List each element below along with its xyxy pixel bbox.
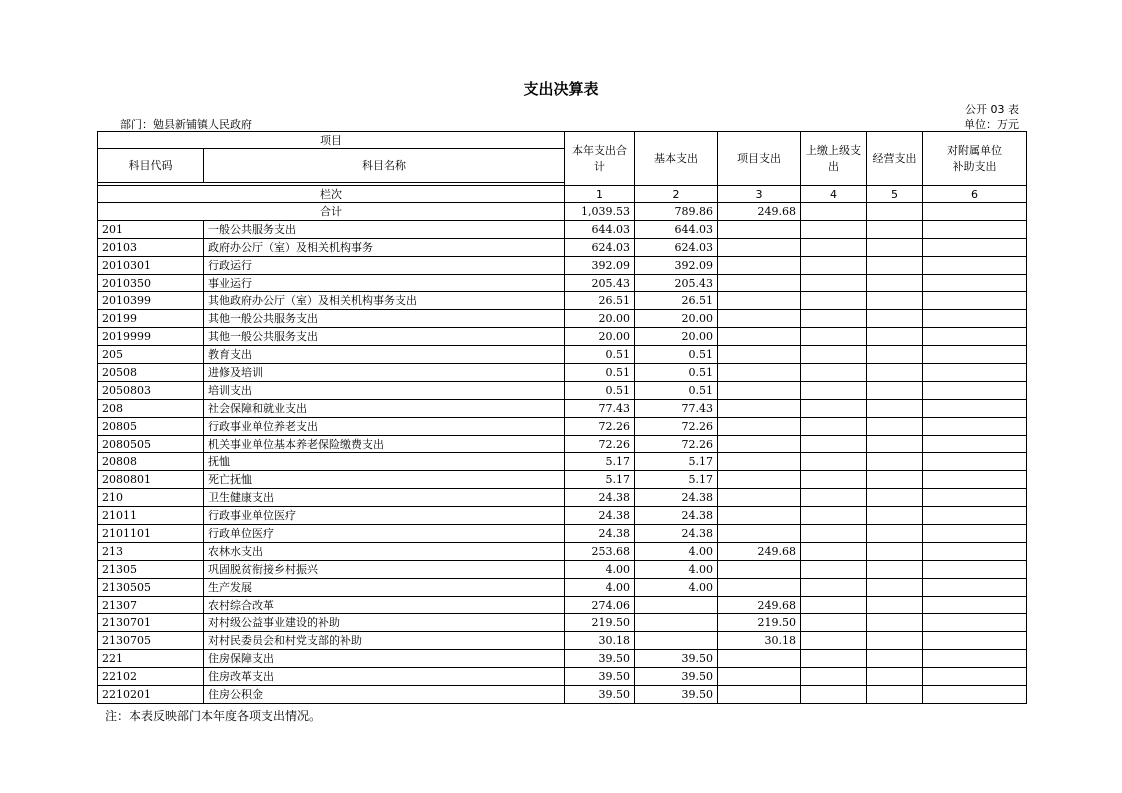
cell-name: 行政事业单位医疗 xyxy=(204,507,565,525)
total-upper xyxy=(801,203,867,221)
cell-name: 一般公共服务支出 xyxy=(204,220,565,238)
cell-business xyxy=(867,220,923,238)
cell-business xyxy=(867,578,923,596)
cell-affiliated xyxy=(923,596,1027,614)
cell-affiliated xyxy=(923,364,1027,382)
cell-name: 其他政府办公厅（室）及相关机构事务支出 xyxy=(204,292,565,310)
cell-affiliated xyxy=(923,238,1027,256)
table-row xyxy=(98,292,1027,310)
cell-affiliated xyxy=(923,310,1027,328)
cell-total: 0.51 xyxy=(565,346,635,364)
cell-upper xyxy=(801,328,867,346)
cell-affiliated xyxy=(923,614,1027,632)
cell-affiliated xyxy=(923,274,1027,292)
header-item: 项目 xyxy=(98,132,565,149)
header-column-seq: 栏次 xyxy=(98,186,565,203)
cell-name: 农村综合改革 xyxy=(204,596,565,614)
cell-total: 39.50 xyxy=(565,668,635,686)
cell-upper xyxy=(801,489,867,507)
cell-code: 2130701 xyxy=(98,614,204,632)
table-row xyxy=(98,238,1027,256)
cell-business xyxy=(867,328,923,346)
cell-basic: 39.50 xyxy=(635,686,718,704)
cell-name: 机关事业单位基本养老保险缴费支出 xyxy=(204,435,565,453)
cell-code: 20199 xyxy=(98,310,204,328)
cell-total: 274.06 xyxy=(565,596,635,614)
cell-project xyxy=(718,489,801,507)
table-row xyxy=(98,364,1027,382)
cell-upper xyxy=(801,417,867,435)
total-affiliated xyxy=(923,203,1027,221)
cell-basic: 5.17 xyxy=(635,453,718,471)
cell-affiliated xyxy=(923,668,1027,686)
table-row xyxy=(98,542,1027,560)
cell-business xyxy=(867,381,923,399)
cell-name: 行政单位医疗 xyxy=(204,525,565,543)
cell-project: 30.18 xyxy=(718,632,801,650)
cell-affiliated xyxy=(923,650,1027,668)
cell-basic: 26.51 xyxy=(635,292,718,310)
cell-total: 72.26 xyxy=(565,417,635,435)
cell-business xyxy=(867,632,923,650)
cell-code: 2050803 xyxy=(98,381,204,399)
cell-basic: 5.17 xyxy=(635,471,718,489)
header-upper: 上缴上级支出 xyxy=(801,132,867,186)
cell-upper xyxy=(801,364,867,382)
table-row xyxy=(98,399,1027,417)
cell-upper xyxy=(801,686,867,704)
cell-affiliated xyxy=(923,220,1027,238)
table-row xyxy=(98,417,1027,435)
cell-code: 21307 xyxy=(98,596,204,614)
table-row xyxy=(98,471,1027,489)
cell-business xyxy=(867,399,923,417)
cell-basic xyxy=(635,596,718,614)
col-number-3: 3 xyxy=(718,186,801,203)
cell-upper xyxy=(801,507,867,525)
cell-upper xyxy=(801,256,867,274)
cell-upper xyxy=(801,650,867,668)
cell-total: 5.17 xyxy=(565,471,635,489)
cell-name: 卫生健康支出 xyxy=(204,489,565,507)
cell-code: 205 xyxy=(98,346,204,364)
cell-upper xyxy=(801,632,867,650)
total-label: 合计 xyxy=(98,203,565,221)
cell-basic: 392.09 xyxy=(635,256,718,274)
cell-name: 行政运行 xyxy=(204,256,565,274)
cell-total: 77.43 xyxy=(565,399,635,417)
cell-name: 社会保障和就业支出 xyxy=(204,399,565,417)
cell-project xyxy=(718,435,801,453)
cell-name: 抚恤 xyxy=(204,453,565,471)
table-row xyxy=(98,453,1027,471)
cell-upper xyxy=(801,525,867,543)
cell-affiliated xyxy=(923,435,1027,453)
table-row xyxy=(98,632,1027,650)
cell-project xyxy=(718,328,801,346)
cell-basic: 72.26 xyxy=(635,417,718,435)
cell-business xyxy=(867,614,923,632)
cell-business xyxy=(867,256,923,274)
cell-project xyxy=(718,220,801,238)
table-row xyxy=(98,220,1027,238)
cell-upper xyxy=(801,560,867,578)
cell-code: 2010301 xyxy=(98,256,204,274)
cell-total: 0.51 xyxy=(565,364,635,382)
cell-business xyxy=(867,453,923,471)
header-business: 经营支出 xyxy=(867,132,923,186)
cell-basic: 77.43 xyxy=(635,399,718,417)
col-number-2: 2 xyxy=(635,186,718,203)
page-title: 支出决算表 xyxy=(523,80,599,98)
cell-code: 213 xyxy=(98,542,204,560)
cell-code: 2130505 xyxy=(98,578,204,596)
cell-total: 30.18 xyxy=(565,632,635,650)
expenditure-table xyxy=(97,131,1027,704)
cell-total: 24.38 xyxy=(565,489,635,507)
cell-project xyxy=(718,686,801,704)
cell-upper xyxy=(801,614,867,632)
cell-total: 5.17 xyxy=(565,453,635,471)
form-number: 公开 03 表 xyxy=(965,103,1019,116)
table-row xyxy=(98,596,1027,614)
table-row xyxy=(98,578,1027,596)
cell-total: 4.00 xyxy=(565,560,635,578)
total-basic: 789.86 xyxy=(635,203,718,221)
total-project: 249.68 xyxy=(718,203,801,221)
cell-basic: 624.03 xyxy=(635,238,718,256)
cell-project xyxy=(718,364,801,382)
cell-name: 住房保障支出 xyxy=(204,650,565,668)
cell-code: 2210201 xyxy=(98,686,204,704)
cell-affiliated xyxy=(923,381,1027,399)
cell-affiliated xyxy=(923,632,1027,650)
cell-basic: 4.00 xyxy=(635,542,718,560)
cell-project xyxy=(718,346,801,364)
cell-upper xyxy=(801,292,867,310)
cell-business xyxy=(867,346,923,364)
cell-business xyxy=(867,686,923,704)
cell-upper xyxy=(801,346,867,364)
cell-business xyxy=(867,274,923,292)
cell-total: 24.38 xyxy=(565,507,635,525)
cell-basic xyxy=(635,614,718,632)
cell-business xyxy=(867,471,923,489)
cell-code: 2010399 xyxy=(98,292,204,310)
table-row xyxy=(98,489,1027,507)
cell-upper xyxy=(801,220,867,238)
cell-project xyxy=(718,525,801,543)
cell-code: 2101101 xyxy=(98,525,204,543)
cell-code: 20508 xyxy=(98,364,204,382)
cell-project xyxy=(718,238,801,256)
cell-name: 住房改革支出 xyxy=(204,668,565,686)
cell-business xyxy=(867,507,923,525)
cell-code: 21305 xyxy=(98,560,204,578)
table-row xyxy=(98,507,1027,525)
cell-upper xyxy=(801,435,867,453)
cell-upper xyxy=(801,381,867,399)
cell-code: 2080801 xyxy=(98,471,204,489)
cell-name: 其他一般公共服务支出 xyxy=(204,328,565,346)
header-name: 科目名称 xyxy=(204,149,565,183)
cell-code: 20805 xyxy=(98,417,204,435)
cell-basic: 20.00 xyxy=(635,328,718,346)
cell-basic: 20.00 xyxy=(635,310,718,328)
cell-business xyxy=(867,668,923,686)
cell-name: 死亡抚恤 xyxy=(204,471,565,489)
cell-total: 39.50 xyxy=(565,650,635,668)
cell-project: 249.68 xyxy=(718,542,801,560)
cell-basic: 4.00 xyxy=(635,560,718,578)
cell-name: 农林水支出 xyxy=(204,542,565,560)
cell-business xyxy=(867,560,923,578)
cell-upper xyxy=(801,453,867,471)
cell-upper xyxy=(801,471,867,489)
col-number-4: 4 xyxy=(801,186,867,203)
cell-project xyxy=(718,381,801,399)
cell-code: 22102 xyxy=(98,668,204,686)
total-business xyxy=(867,203,923,221)
cell-code: 20808 xyxy=(98,453,204,471)
cell-total: 253.68 xyxy=(565,542,635,560)
cell-business xyxy=(867,310,923,328)
cell-project xyxy=(718,417,801,435)
table-row xyxy=(98,650,1027,668)
total-total: 1,039.53 xyxy=(565,203,635,221)
cell-basic: 644.03 xyxy=(635,220,718,238)
cell-project xyxy=(718,274,801,292)
cell-affiliated xyxy=(923,471,1027,489)
cell-project xyxy=(718,507,801,525)
table-row xyxy=(98,381,1027,399)
table-row xyxy=(98,310,1027,328)
cell-affiliated xyxy=(923,542,1027,560)
cell-affiliated xyxy=(923,417,1027,435)
header-code: 科目代码 xyxy=(98,149,204,183)
table-row xyxy=(98,668,1027,686)
table-row xyxy=(98,614,1027,632)
cell-affiliated xyxy=(923,525,1027,543)
cell-business xyxy=(867,238,923,256)
table-row xyxy=(98,274,1027,292)
cell-affiliated xyxy=(923,686,1027,704)
cell-total: 0.51 xyxy=(565,381,635,399)
cell-upper xyxy=(801,578,867,596)
cell-basic: 4.00 xyxy=(635,578,718,596)
cell-business xyxy=(867,525,923,543)
table-row xyxy=(98,686,1027,704)
cell-total: 26.51 xyxy=(565,292,635,310)
cell-business xyxy=(867,364,923,382)
cell-basic: 0.51 xyxy=(635,381,718,399)
cell-name: 对村民委员会和村党支部的补助 xyxy=(204,632,565,650)
table-row xyxy=(98,328,1027,346)
table-row xyxy=(98,256,1027,274)
cell-upper xyxy=(801,668,867,686)
cell-affiliated xyxy=(923,328,1027,346)
cell-name: 巩固脱贫衔接乡村振兴 xyxy=(204,560,565,578)
cell-total: 205.43 xyxy=(565,274,635,292)
cell-affiliated xyxy=(923,578,1027,596)
cell-code: 2010350 xyxy=(98,274,204,292)
cell-total: 644.03 xyxy=(565,220,635,238)
cell-basic: 24.38 xyxy=(635,525,718,543)
cell-upper xyxy=(801,399,867,417)
cell-affiliated xyxy=(923,346,1027,364)
col-number-6: 6 xyxy=(923,186,1027,203)
cell-project xyxy=(718,668,801,686)
footnote: 注：本表反映部门本年度各项支出情况。 xyxy=(105,709,322,723)
cell-total: 39.50 xyxy=(565,686,635,704)
cell-basic xyxy=(635,632,718,650)
cell-code: 20103 xyxy=(98,238,204,256)
cell-affiliated xyxy=(923,489,1027,507)
cell-project xyxy=(718,578,801,596)
cell-project xyxy=(718,453,801,471)
table-row xyxy=(98,560,1027,578)
cell-upper xyxy=(801,238,867,256)
cell-affiliated xyxy=(923,399,1027,417)
cell-code: 210 xyxy=(98,489,204,507)
cell-basic: 0.51 xyxy=(635,346,718,364)
cell-upper xyxy=(801,310,867,328)
cell-affiliated xyxy=(923,292,1027,310)
table-row xyxy=(98,525,1027,543)
cell-code: 208 xyxy=(98,399,204,417)
cell-basic: 24.38 xyxy=(635,489,718,507)
cell-code: 2080505 xyxy=(98,435,204,453)
cell-business xyxy=(867,596,923,614)
cell-code: 221 xyxy=(98,650,204,668)
cell-project xyxy=(718,310,801,328)
cell-project xyxy=(718,560,801,578)
cell-code: 21011 xyxy=(98,507,204,525)
cell-name: 政府办公厅（室）及相关机构事务 xyxy=(204,238,565,256)
cell-affiliated xyxy=(923,507,1027,525)
cell-project xyxy=(718,650,801,668)
cell-affiliated xyxy=(923,453,1027,471)
cell-total: 4.00 xyxy=(565,578,635,596)
cell-project: 219.50 xyxy=(718,614,801,632)
cell-business xyxy=(867,435,923,453)
cell-basic: 0.51 xyxy=(635,364,718,382)
cell-project xyxy=(718,399,801,417)
cell-name: 对村级公益事业建设的补助 xyxy=(204,614,565,632)
cell-name: 其他一般公共服务支出 xyxy=(204,310,565,328)
cell-business xyxy=(867,489,923,507)
cell-code: 2130705 xyxy=(98,632,204,650)
cell-name: 培训支出 xyxy=(204,381,565,399)
header-basic: 基本支出 xyxy=(635,132,718,186)
cell-name: 住房公积金 xyxy=(204,686,565,704)
cell-total: 72.26 xyxy=(565,435,635,453)
cell-business xyxy=(867,650,923,668)
department-label: 部门：勉县新铺镇人民政府 xyxy=(120,118,252,131)
cell-name: 生产发展 xyxy=(204,578,565,596)
cell-project: 249.68 xyxy=(718,596,801,614)
cell-project xyxy=(718,292,801,310)
cell-total: 624.03 xyxy=(565,238,635,256)
cell-business xyxy=(867,417,923,435)
header-project: 项目支出 xyxy=(718,132,801,186)
cell-upper xyxy=(801,596,867,614)
cell-total: 24.38 xyxy=(565,525,635,543)
cell-name: 教育支出 xyxy=(204,346,565,364)
col-number-1: 1 xyxy=(565,186,635,203)
cell-project xyxy=(718,256,801,274)
header-affiliated: 对附属单位补助支出 xyxy=(923,132,1027,186)
total-row xyxy=(98,203,1027,221)
header-total-expenditure: 本年支出合计 xyxy=(565,132,635,186)
cell-project xyxy=(718,471,801,489)
cell-affiliated xyxy=(923,256,1027,274)
cell-name: 事业运行 xyxy=(204,274,565,292)
cell-total: 392.09 xyxy=(565,256,635,274)
table-row xyxy=(98,435,1027,453)
cell-affiliated xyxy=(923,560,1027,578)
cell-business xyxy=(867,542,923,560)
cell-basic: 72.26 xyxy=(635,435,718,453)
cell-upper xyxy=(801,274,867,292)
table-row xyxy=(98,346,1027,364)
cell-name: 进修及培训 xyxy=(204,364,565,382)
cell-total: 219.50 xyxy=(565,614,635,632)
cell-business xyxy=(867,292,923,310)
cell-total: 20.00 xyxy=(565,310,635,328)
unit-label: 单位：万元 xyxy=(964,118,1019,131)
cell-basic: 24.38 xyxy=(635,507,718,525)
col-number-5: 5 xyxy=(867,186,923,203)
cell-basic: 39.50 xyxy=(635,650,718,668)
cell-total: 20.00 xyxy=(565,328,635,346)
cell-code: 201 xyxy=(98,220,204,238)
cell-name: 行政事业单位养老支出 xyxy=(204,417,565,435)
cell-basic: 39.50 xyxy=(635,668,718,686)
cell-code: 2019999 xyxy=(98,328,204,346)
cell-basic: 205.43 xyxy=(635,274,718,292)
cell-upper xyxy=(801,542,867,560)
